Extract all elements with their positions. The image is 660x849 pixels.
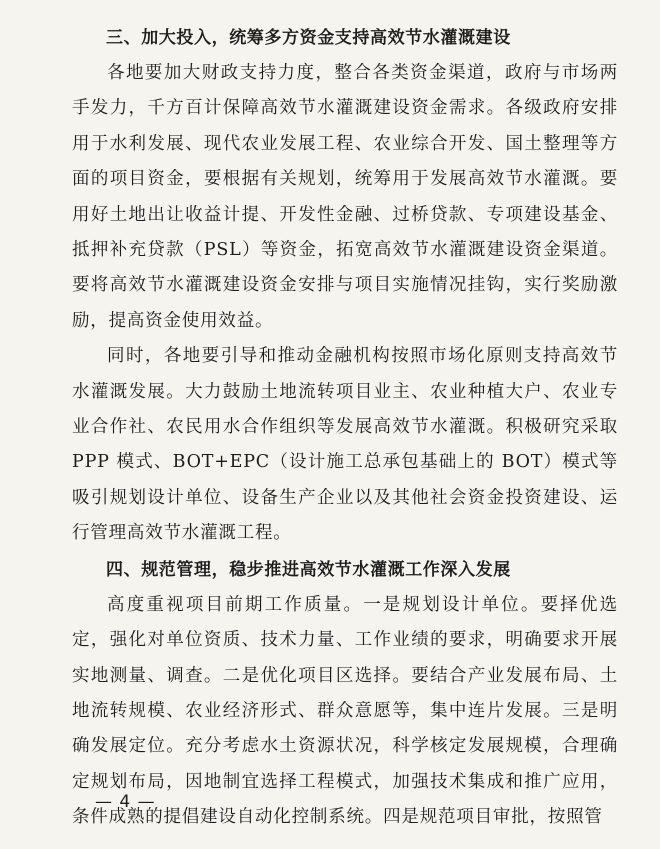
section-4-heading: 四、规范管理，稳步推进高效节水灌溉工作深入发展 (106, 559, 511, 580)
section-3-heading: 三、加大投入，统筹多方资金支持高效节水灌溉建设 (106, 28, 511, 48)
section-3-paragraph-1: 各地要加大财政支持力度，整合各类资金渠道，政府与市场两手发力，千方百计保障高效节水灌溉建设资金需求。各级政府安排用于水利发展、现代农业发展工程、农业综合开发、国土整理等方面的项目资金，要根据有关规划，统筹用于发展高效节水灌溉。要用好土地出让收益计提、开发性金融、过桥贷款、专项建设基金、抵押补充贷款（PSL）等资金，拓宽高效节水灌溉建设资金渠道。要将高效节水灌溉建设资金安排与项目实施情况挂钩，实行奖励激励，提高资金使用效益。 (72, 63, 618, 331)
page-number: — 4 — (95, 792, 156, 812)
section-4-paragraph-1: 高度重视项目前期工作质量。一是规划设计单位。要择优选定，强化对单位资质、技术力量、工作业绩的要求，明确要求开展实地测量、调查。二是优化项目区选择。要结合产业发展布局、土地流转规模、农业经济形式、群众意愿等，集中连片发展。三是明确发展定位。充分考虑水土资源状况，科学核定发展规模，合理确定规划布局，因地制宜选择工程模式，加强技术集成和推广应用，条件成熟的提倡建设自动化控制系统。四是规范项目审批，按照管 (72, 594, 618, 828)
section-3-paragraph-2: 同时，各地要引导和推动金融机构按照市场化原则支持高效节水灌溉发展。大力鼓励土地流转项目业主、农业种植大户、农业专业合作社、农民用水合作组织等发展高效节水灌溉。积极研究采取 PPP 模式、BOT+EPC（设计施工总承包基础上的 BOT）模式等吸引规划设计单位、设备生产企业以及其他社会资金投资建设、运行管理高效节水灌溉工程。 (72, 346, 618, 544)
